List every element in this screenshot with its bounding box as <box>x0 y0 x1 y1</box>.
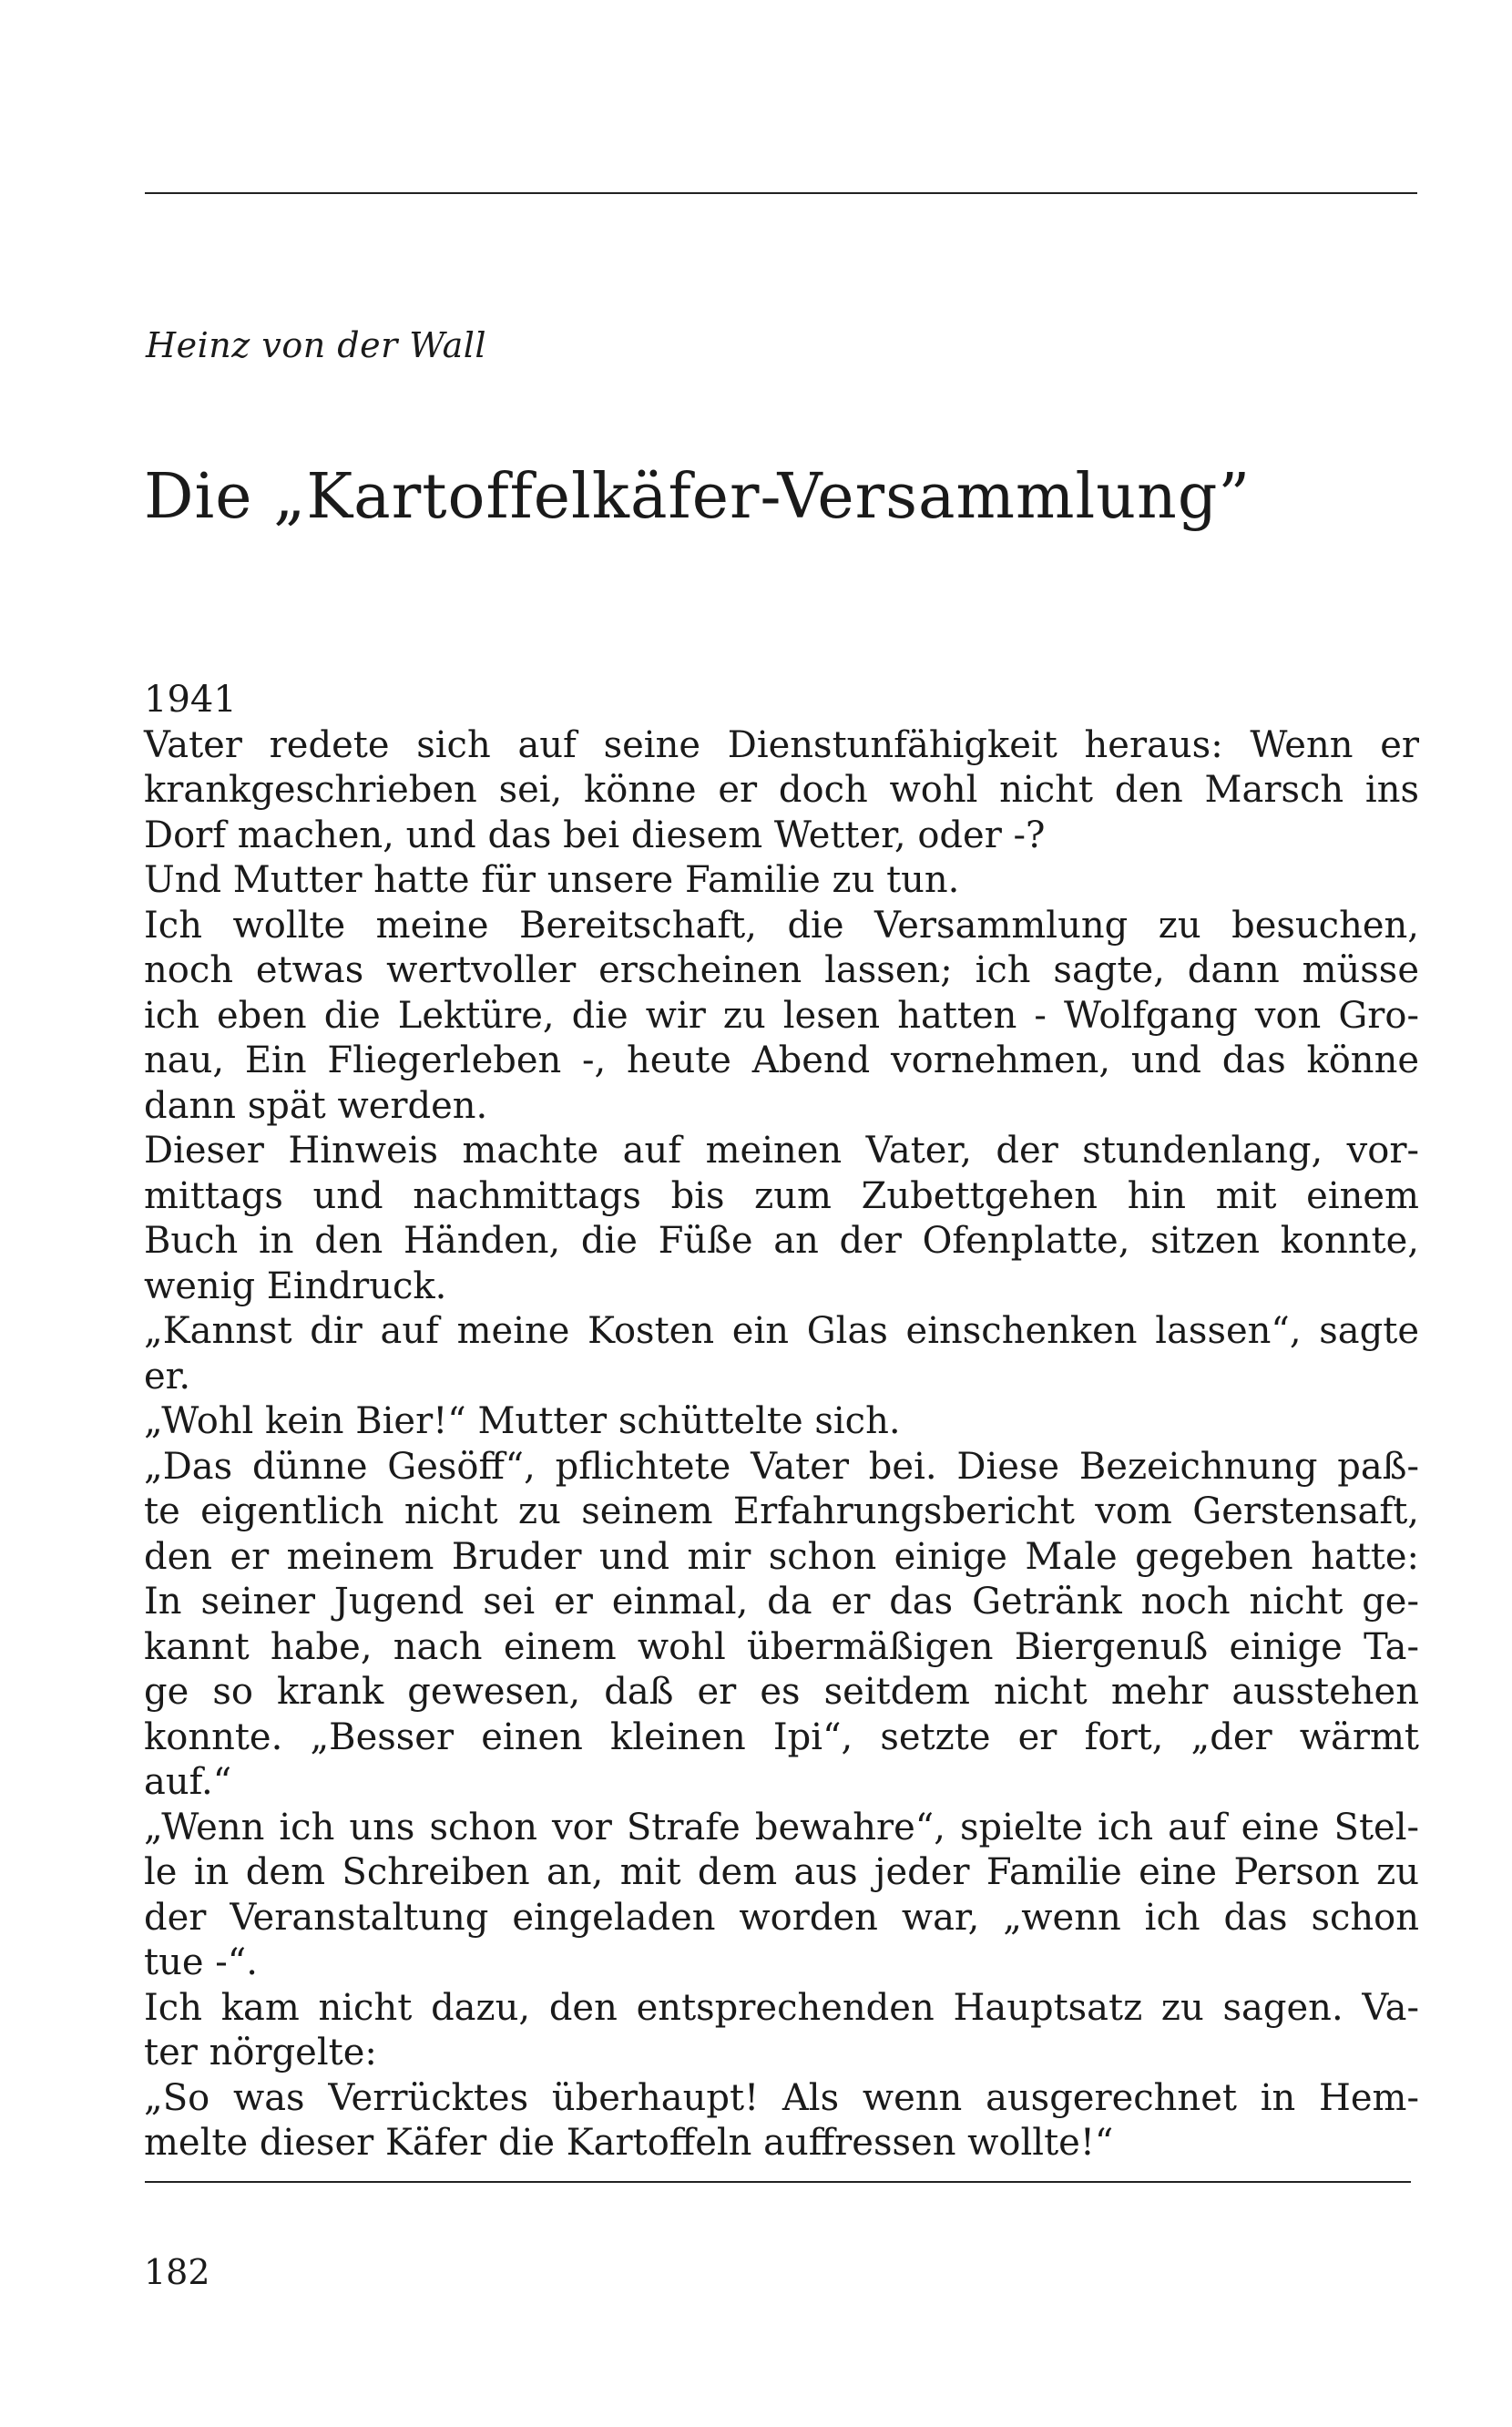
text-line: In seiner Jugend sei er einmal, da er das Getränk noch nicht ge- <box>144 1581 1419 1623</box>
body-text <box>144 678 1419 2166</box>
text-line: Buch in den Händen, die Füße an der Ofenplatte, sitzen konnte, <box>144 1220 1419 1262</box>
text-line: „Das dünne Gesöff“, pflichtete Vater bei. Diese Bezeichnung paß- <box>144 1445 1419 1488</box>
text-line: Vater redete sich auf seine Dienstunfähigkeit heraus: Wenn er <box>144 723 1419 766</box>
text-line: noch etwas wertvoller erscheinen lassen; ich sagte, dann müsse <box>144 949 1419 991</box>
top-rule <box>145 192 1417 194</box>
bottom-rule <box>145 2181 1411 2183</box>
text-line: Ich wollte meine Bereitschaft, die Versammlung zu besuchen, <box>144 904 1419 947</box>
text-line: krankgeschrieben sei, könne er doch wohl nicht den Marsch ins <box>144 769 1419 811</box>
text-line: ge so krank gewesen, daß er es seitdem nicht mehr ausstehen <box>144 1671 1419 1713</box>
text-line: Dorf machen, und das bei diesem Wetter, oder -? <box>144 814 1046 856</box>
text-line: ich eben die Lektüre, die wir zu lesen hatten - Wolfgang von Gro- <box>144 994 1419 1037</box>
author-name: Heinz von der Wall <box>146 325 487 365</box>
text-line: er. <box>144 1355 191 1398</box>
text-line: wenig Eindruck. <box>144 1265 447 1307</box>
page-number: 182 <box>144 2252 210 2292</box>
text-line: nau, Ein Fliegerleben -, heute Abend vornehmen, und das könne <box>144 1039 1419 1081</box>
text-line: „Wohl kein Bier!“ Mutter schüttelte sich. <box>144 1400 901 1442</box>
text-line: tue -“. <box>144 1941 258 1983</box>
text-line: le in dem Schreiben an, mit dem aus jeder Familie eine Person zu <box>144 1851 1419 1893</box>
text-line: dann spät werden. <box>144 1084 488 1127</box>
text-line: mittags und nachmittags bis zum Zubettgehen hin mit einem <box>144 1174 1419 1217</box>
text-line: „Kannst dir auf meine Kosten ein Glas einschenken lassen“, sagte <box>144 1310 1419 1352</box>
text-line: der Veranstaltung eingeladen worden war, „wenn ich das schon <box>144 1896 1419 1939</box>
text-line: melte dieser Käfer die Kartoffeln auffressen wollte!“ <box>144 2122 1114 2164</box>
text-line: ter nörgelte: <box>144 2032 377 2074</box>
text-line: auf.“ <box>144 1761 232 1803</box>
text-line: kannt habe, nach einem wohl übermäßigen Biergenuß einige Ta- <box>144 1625 1419 1668</box>
text-line: „So was Verrücktes überhaupt! Als wenn ausgerechnet in Hem- <box>144 2076 1419 2119</box>
text-line: „Wenn ich uns schon vor Strafe bewahre“, spielte ich auf eine Stel- <box>144 1806 1419 1848</box>
text-line: Dieser Hinweis machte auf meinen Vater, der stundenlang, vor- <box>144 1130 1419 1172</box>
text-line: 1941 <box>144 679 237 721</box>
text-line: den er meinem Bruder und mir schon einige Male gegeben hatte: <box>144 1535 1419 1578</box>
page-title: Die „Kartoffelkäfer-Versammlung” <box>144 461 1251 533</box>
text-line: konnte. „Besser einen kleinen Ipi“, setzte er fort, „der wärmt <box>144 1715 1419 1758</box>
text-line: Ich kam nicht dazu, den entsprechenden Hauptsatz zu sagen. Va- <box>144 1986 1419 2029</box>
text-line: Und Mutter hatte für unsere Familie zu tun. <box>144 859 960 901</box>
text-line: te eigentlich nicht zu seinem Erfahrungsbericht vom Gerstensaft, <box>144 1490 1419 1532</box>
